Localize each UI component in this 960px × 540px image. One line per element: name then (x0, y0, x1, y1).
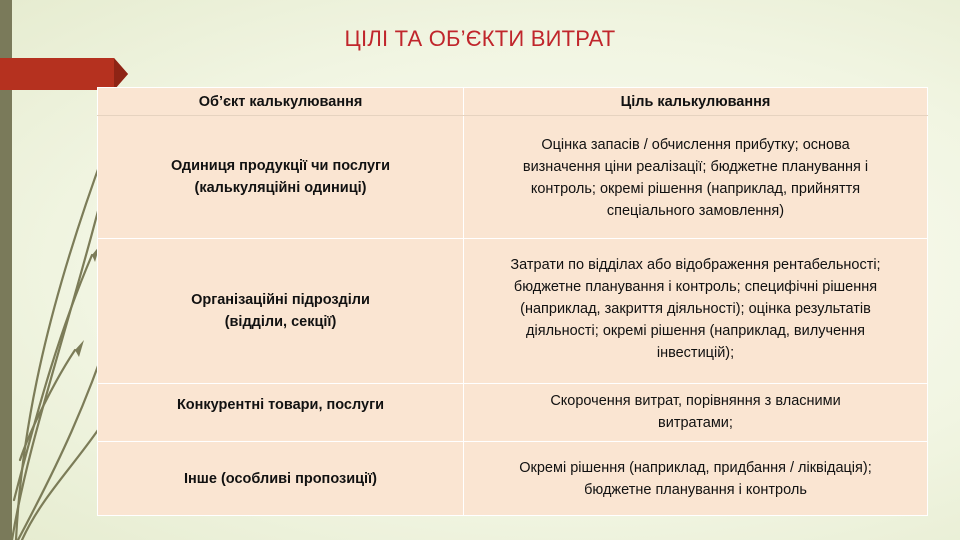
object-cell: Інше (особливі пропозиції) (98, 442, 464, 516)
table-row (98, 116, 928, 239)
table-header-row (98, 88, 928, 116)
goal-cell: Окремі рішення (наприклад, придбання / ліквідація); бюджетне планування і контроль (464, 442, 928, 516)
goal-cell: Затрати по відділах або відображення рентабельності; бюджетне планування і контроль; специфічні рішення (наприклад, закриття діяльності); оцінка результатів діяльності; окремі рішення (наприклад, вилучення інвестицій); (464, 239, 928, 384)
arrow-banner-icon (0, 58, 128, 90)
goal-cell: Оцінка запасів / обчислення прибутку; основа визначення ціни реалізації; бюджетне планування і контроль; окремі рішення (наприклад, прийняття спеціального замовлення) (464, 116, 928, 239)
table-row (98, 384, 928, 442)
header-object: Об’єкт калькулювання (98, 88, 464, 116)
table-row (98, 442, 928, 516)
cost-objects-table (97, 87, 928, 516)
page-title: ЦІЛІ ТА ОБ’ЄКТИ ВИТРАТ (344, 26, 616, 51)
object-cell: Конкурентні товари, послуги (98, 384, 464, 442)
object-cell: Одиниця продукції чи послуги (калькуляційні одиниці) (98, 116, 464, 239)
goal-cell: Скорочення витрат, порівняння з власними витратами; (464, 384, 928, 442)
object-cell: Організаційні підрозділи (відділи, секції) (98, 239, 464, 384)
header-goal: Ціль калькулювання (464, 88, 928, 116)
table-row (98, 239, 928, 384)
